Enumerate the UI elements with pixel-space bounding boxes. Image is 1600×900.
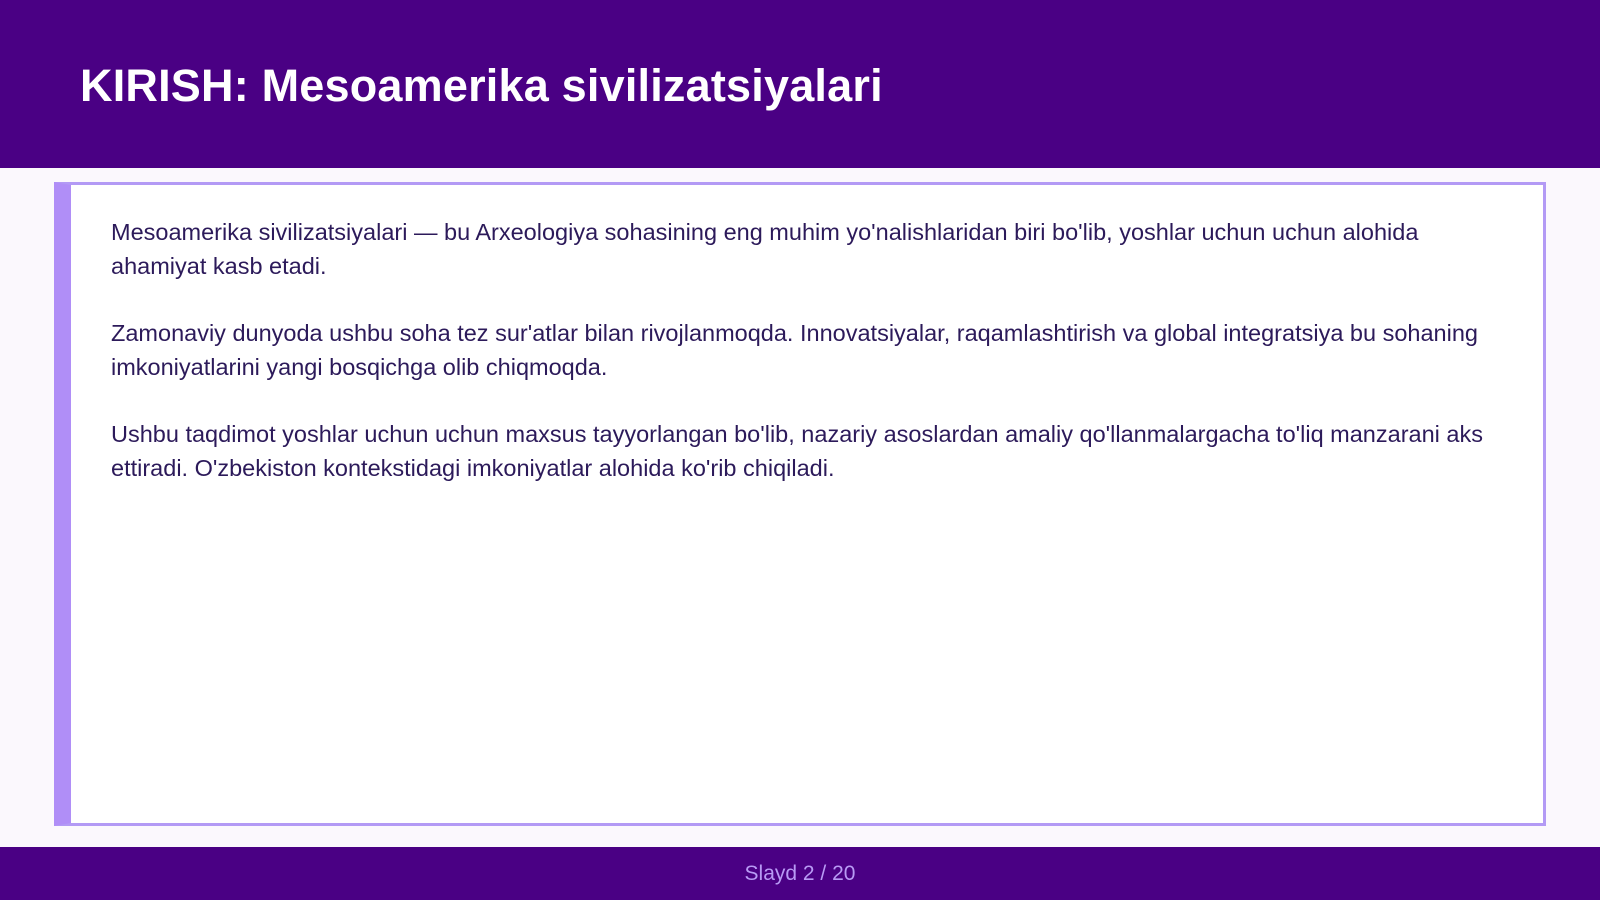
- slide-title: KIRISH: Mesoamerika sivilizatsiyalari: [80, 60, 883, 111]
- content-box: [54, 182, 1546, 826]
- slide-header: [0, 0, 1600, 168]
- paragraph-2: Zamonaviy dunyoda ushbu soha tez sur'atlar bilan rivojlanmoqda. Innovatsiyalar, raqamlashtirish va global integratsiya bu sohaning imkoniyatlarini yangi bosqichga olib chiqmoqda.: [111, 320, 1478, 380]
- slide-counter: Slayd 2 / 20: [744, 861, 856, 885]
- paragraph-1: Mesoamerika sivilizatsiyalari — bu Arxeologiya sohasining eng muhim yo'nalishlaridan biri bo'lib, yoshlar uchun uchun alohida ahamiyat kasb etadi.: [111, 219, 1419, 279]
- slide-footer: [0, 847, 1600, 900]
- content-paragraphs: [111, 215, 1501, 518]
- paragraph-3: Ushbu taqdimot yoshlar uchun uchun maxsus tayyorlangan bo'lib, nazariy asoslardan amaliy qo'llanmalargacha to'liq manzarani aks ettiradi. O'zbekiston kontekstidagi imkoniyatlar alohida ko'rib chiqiladi.: [111, 421, 1483, 481]
